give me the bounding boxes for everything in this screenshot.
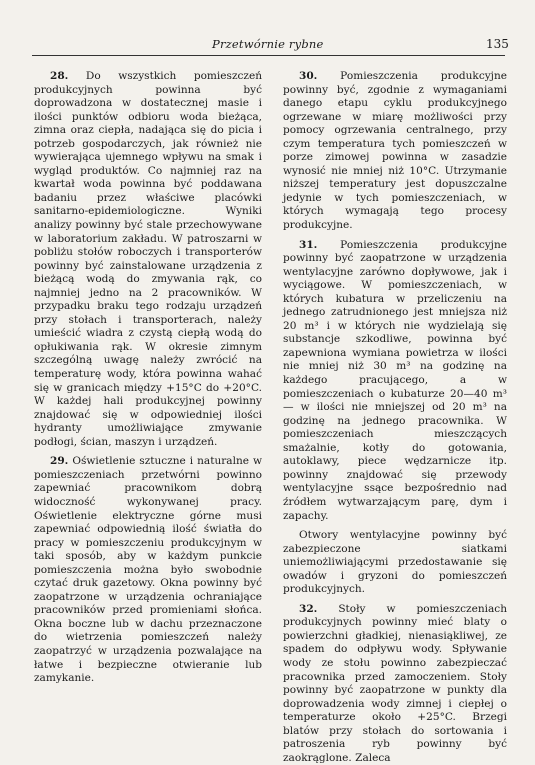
paragraph-text: Do wszystkich pomieszczeń produkcyjnych powinna być doprowadzona w dostatecznej masie i ilości punktów odbioru woda bieżąca, zimna oraz ciepła, nadająca się do picia i potrzeb gospodarczych, jak również nie wywierająca ujemnego wpływu na smak i wygląd produktów. Co najmniej raz na kwartał woda powinna być poddawana badaniu przez właściwe placówki sanitarno-epidemiologiczne. Wyniki analizy powinny być stale przechowywane w laboratorium zakładu. W patroszarni w pobliżu stołów roboczych i transporterów powinny być zainstalowane urządzenia z bieżącą wodą do zmywania rąk, co najmniej jedno na 2 pracowników. W przypadku braku tego rodzaju urządzeń przy stołach i transporterach, należy umieścić wiadra z czystą ciepłą wodą do opłukiwania rąk. W okresie zimnym szczególną uwagę należy zwrócić na temperaturę wody, która powinna wahać się w granicach między +15°C do +20°C. W każdej hali produkcyjnej powinny znajdować się w odpowiedniej ilości hydranty umożliwiające zmywanie podłogi, ścian, maszyn i urządzeń. <box>34 70 262 448</box>
paragraph-32 <box>283 603 507 765</box>
paragraph-text: Oświetlenie sztuczne i naturalne w pomieszczeniach przetwórni powinno zapewniać pracownikom dobrą widoczność wykonywanej pracy. Oświetlenie elektryczne górne musi zapewniać odpowiednią ilość światła do pracy w pomieszczeniu produkcyjnym w taki sposób, aby w każdym punkcie pomieszczenia można było swobodnie czytać druk gazetowy. Okna powinny być zaopatrzone w urządzenia ochraniające pracowników przed promieniami słońca. Okna boczne lub w dachu przeznaczone do wietrzenia pomieszczeń należy zaopatrzyć w urządzenia pozwalające na łatwe i bezpieczne otwieranie lub zamykanie. <box>34 455 262 685</box>
header-rule <box>32 55 505 56</box>
paragraph-number: 32. <box>299 602 318 615</box>
paragraph-number: 30. <box>299 70 318 82</box>
paragraph-text: Pomieszczenia produkcyjne powinny być, zgodnie z wymaganiami danego etapu cyklu produkcyjnego ogrzewane w miarę możliwości przy pomocy ogrzewania centralnego, przy czym temperatura tych pomieszczeń w porze zimowej powinna w zasadzie wynosić nie mniej niż 10°C. Utrzymanie niższej temperatury jest dopuszczalne jedynie w tych pomieszczeniach, w których wymagają tego procesy produkcyjne. <box>283 70 507 232</box>
running-title: Przetwórnie rybne <box>212 37 324 51</box>
paragraph-31-continued <box>283 529 507 597</box>
page-number: 135 <box>486 37 509 51</box>
paragraph-29 <box>34 455 262 685</box>
paragraph-28 <box>34 70 262 449</box>
paragraph-30 <box>283 70 507 233</box>
paragraph-number: 31. <box>299 238 318 251</box>
paragraph-text: Otwory wentylacyjne powinny być zabezpieczone siatkami uniemożliwiającymi przedostawanie się owadów i gryzoni do pomieszczeń produkcyjnych. <box>283 529 507 596</box>
paragraph-number: 28. <box>50 70 69 82</box>
paragraph-number: 29. <box>50 455 69 468</box>
paragraph-text: Pomieszczenia produkcyjne powinny być zaopatrzone w urządzenia wentylacyjne zarówno dopływowe, jak i wyciągowe. W pomieszczeniach, w których kubatura w przeliczeniu na jednego zatrudnionego jest mniejsza niż 20 m³ i w których nie wydzielają się substancje szkodliwe, powinna być zapewniona wymiana powietrza w ilości nie mniej niż 30 m³ na godzinę na każdego pracującego, a w pomieszczeniach o kubaturze 20—40 m³ — w ilości nie mniejszej od 20 m³ na godzinę na jednego pracownika. W pomieszczeniach mieszczących smażalnie, kotły do gotowania, autoklawy, piece wędzarnicze itp. powinny znajdować się przewody wentylacyjne ssące bezpośrednio nad źródłem wytwarzającym parę, dym i zapachy. <box>283 238 507 522</box>
paragraph-31 <box>283 239 507 523</box>
right-column <box>283 70 507 765</box>
left-column <box>34 70 262 686</box>
paragraph-text: Stoły w pomieszczeniach produkcyjnych powinny mieć blaty o powierzchni gładkiej, nienasiąkliwej, ze spadem do odpływu wody. Spływanie wody ze stołu powinno zabezpieczać pracownika przed zamoczeniem. Stoły powinny być zaopatrzone w punkty dla doprowadzenia wody zimnej i ciepłej o temperaturze około +25°C. Brzegi blatów przy stołach do sortowania i patroszenia ryb powinny być zaokrąglone. Zaleca <box>283 602 508 764</box>
